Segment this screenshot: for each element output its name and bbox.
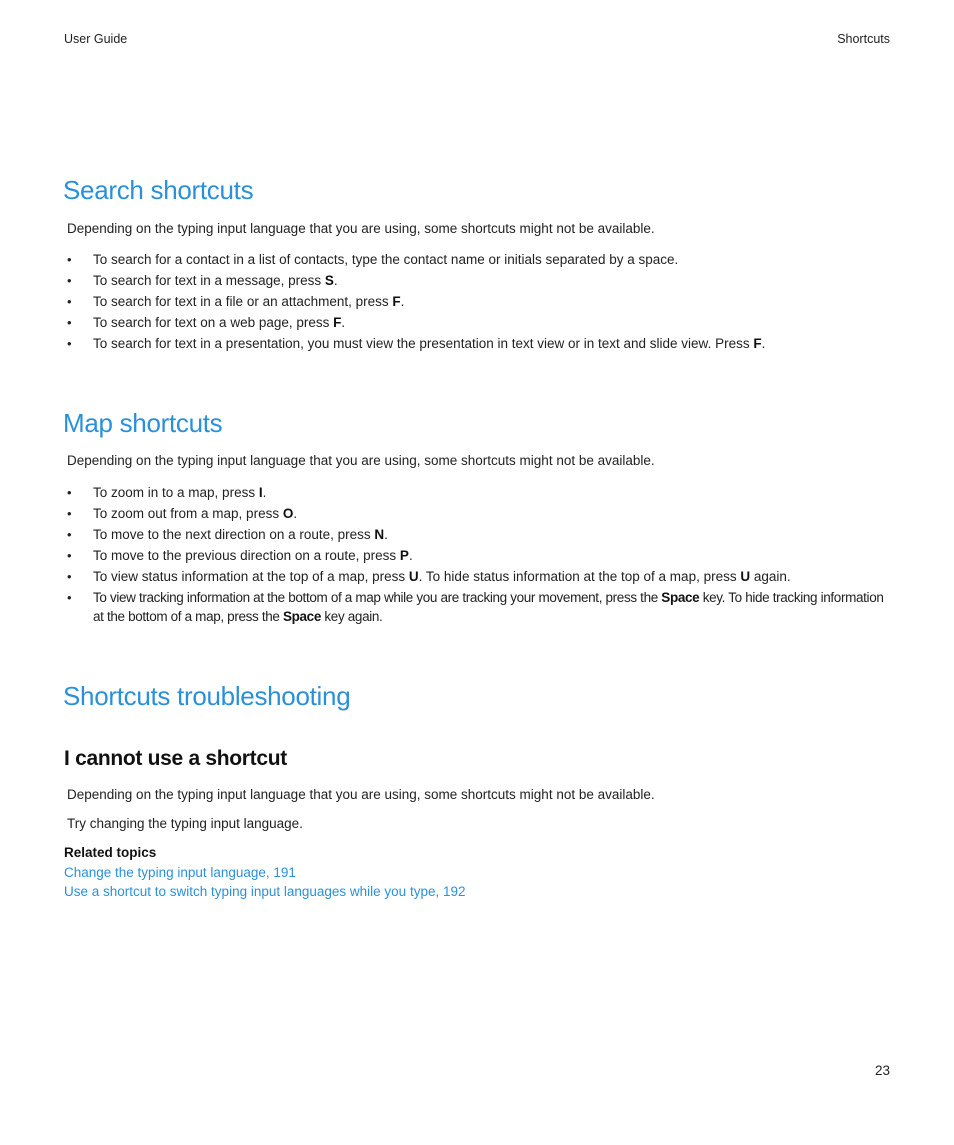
list-item: • To zoom out from a map, press O. — [67, 506, 298, 521]
related-topics-links — [64, 863, 466, 901]
bullet-icon: • — [67, 336, 72, 351]
bullet-icon: • — [67, 315, 72, 330]
list-item: • To zoom in to a map, press I. — [67, 485, 267, 500]
list-item: • To move to the previous direction on a route, press P. — [67, 548, 413, 563]
list-item: • To view status information at the top of a map, press U. To hide status information at the top of a map, press U again. — [67, 569, 791, 584]
bullet-icon: • — [67, 506, 72, 521]
bullet-icon: • — [67, 548, 72, 563]
related-topics-label: Related topics — [64, 845, 157, 860]
troubleshooting-intro: Depending on the typing input language that you are using, some shortcuts might not be available. — [67, 787, 655, 802]
related-link-switch-input-language-shortcut[interactable]: Use a shortcut to switch typing input languages while you type, 192 — [64, 884, 466, 899]
search-intro: Depending on the typing input language that you are using, some shortcuts might not be available. — [67, 221, 655, 236]
map-intro: Depending on the typing input language that you are using, some shortcuts might not be available. — [67, 453, 655, 468]
bullet-icon: • — [67, 590, 72, 605]
header-doc-title: User Guide — [64, 32, 128, 46]
page-number: 23 — [874, 1063, 890, 1078]
map-shortcuts-heading: Map shortcuts — [63, 408, 223, 438]
running-header — [64, 32, 890, 46]
bullet-icon: • — [67, 294, 72, 309]
list-item: • To search for text on a web page, press F. — [67, 315, 346, 330]
bullet-icon: • — [67, 485, 72, 500]
list-item: • To view tracking information at the bottom of a map while you are tracking your movement, press the Space key. To hide tracking information at the bottom of a map, press the Space key again. — [67, 590, 884, 624]
search-shortcut-list — [64, 250, 892, 355]
list-item: • To search for a contact in a list of contacts, type the contact name or initials separated by a space. — [67, 252, 679, 267]
list-item: • To search for text in a message, press S. — [67, 273, 338, 288]
related-link-change-input-language[interactable]: Change the typing input language, 191 — [64, 865, 296, 880]
header-chapter-title: Shortcuts — [837, 32, 890, 46]
bullet-icon: • — [67, 569, 72, 584]
search-shortcuts-heading: Search shortcuts — [63, 175, 254, 205]
bullet-icon: • — [67, 273, 72, 288]
cannot-use-shortcut-heading: I cannot use a shortcut — [64, 747, 287, 770]
bullet-icon: • — [67, 252, 72, 267]
bullet-icon: • — [67, 527, 72, 542]
list-item: • To move to the next direction on a route, press N. — [67, 527, 388, 542]
troubleshooting-heading: Shortcuts troubleshooting — [63, 681, 351, 711]
list-item: • To search for text in a presentation, you must view the presentation in text view or in text and slide view. Press F. — [67, 336, 766, 351]
map-shortcut-list — [64, 483, 892, 628]
troubleshooting-suggestion: Try changing the typing input language. — [67, 816, 303, 831]
list-item: • To search for text in a file or an attachment, press F. — [67, 294, 405, 309]
